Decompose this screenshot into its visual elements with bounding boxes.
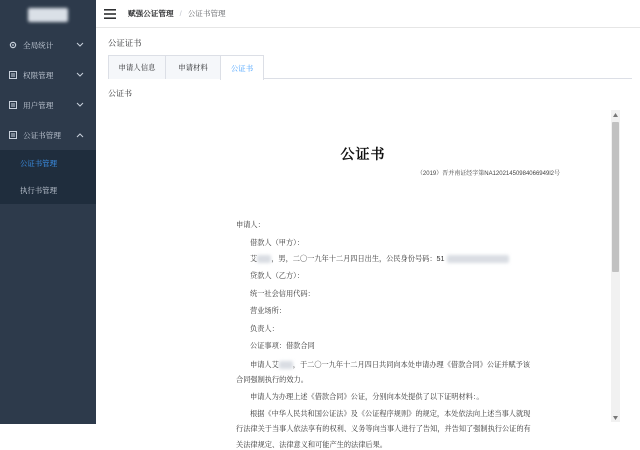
redacted-id-number: [447, 255, 509, 263]
document-title: 公证书: [340, 147, 386, 163]
breadcrumb-separator: /: [179, 9, 182, 18]
sidebar-item-notary-certificates[interactable]: [0, 120, 96, 150]
chevron-down-icon: [76, 42, 84, 48]
doc-text: 申请人艾: [250, 360, 279, 369]
breadcrumb-item-current: 公证书管理: [187, 9, 226, 18]
doc-line-borrower: [250, 254, 509, 264]
doc-line: 行法律关于当事人依法享有的权利、义务等向当事人进行了告知，并告知了强制执行公证的有: [236, 424, 531, 433]
sidebar-item-users[interactable]: [0, 90, 96, 120]
doc-text: ，男，二〇一九年十二月四日出生，公民身份号码：51: [271, 254, 445, 263]
tab-certificate[interactable]: 公证书: [220, 55, 264, 80]
redacted-name: [257, 255, 271, 263]
sidebar-item-label: 权限管理: [23, 70, 54, 80]
submenu: [0, 150, 96, 204]
document-page: [108, 104, 618, 449]
sidebar-item-label: 全局统计: [23, 40, 54, 50]
breadcrumb: [128, 8, 226, 19]
doc-line: 根据《中华人民共和国公证法》及《公证程序规则》的规定，本处依法向上述当事人就现: [250, 409, 531, 418]
scroll-up-arrow-icon[interactable]: [611, 110, 620, 119]
tab-application-materials[interactable]: 申请材料: [165, 55, 221, 79]
list-icon: [8, 131, 17, 140]
document-number: （2019）晋并南证经字第NA12021450984066949l2号: [416, 171, 560, 177]
chevron-down-icon: [76, 72, 84, 78]
logo-image: [28, 8, 68, 22]
top-header: [96, 0, 640, 28]
page-title: 公证证书: [108, 38, 142, 48]
doc-line: 关法律规定、法律意义和可能产生的法律后果。: [236, 440, 387, 449]
scrollbar[interactable]: [611, 110, 620, 422]
submenu-item-enforcement-certificates[interactable]: 执行书管理: [20, 186, 57, 195]
doc-line: 营业场所：: [250, 306, 286, 315]
doc-line: 合同强制执行的效力。: [236, 375, 308, 384]
hamburger-menu-icon[interactable]: [104, 9, 116, 19]
doc-line: 申请人：: [236, 220, 265, 229]
chevron-up-icon: [76, 132, 84, 138]
main-content: [96, 28, 640, 449]
chevron-down-icon: [76, 102, 84, 108]
sidebar: [0, 0, 96, 424]
document-viewer[interactable]: [108, 104, 632, 449]
logo: [0, 0, 96, 30]
doc-line-applicant: [250, 360, 530, 370]
submenu-item-notary-certificates[interactable]: 公证书管理: [20, 159, 57, 168]
sidebar-item-label: 用户管理: [23, 100, 54, 110]
doc-line: 申请人为办理上述《借款合同》公证，分别向本处提供了以下证明材料：。: [250, 392, 484, 401]
scroll-down-arrow-icon[interactable]: [611, 413, 620, 422]
doc-line: 统一社会信用代码：: [250, 289, 315, 298]
doc-line: 公证事项：借款合同: [250, 341, 315, 350]
sidebar-item-global-stats[interactable]: [0, 30, 96, 60]
doc-line: 贷款人（乙方）：: [250, 271, 304, 280]
sidebar-item-permissions[interactable]: [0, 60, 96, 90]
list-icon: [8, 101, 17, 110]
doc-text: ，于二〇一九年十二月四日共同向本处申请办理《借款合同》公证并赋予该: [292, 360, 530, 369]
sidebar-item-label: 公证书管理: [23, 130, 61, 140]
doc-text: 艾: [250, 254, 258, 263]
tab-bar: [108, 55, 632, 79]
doc-line: 负责人：: [250, 324, 279, 333]
redacted-name: [279, 361, 293, 369]
tab-applicant-info[interactable]: 申请人信息: [108, 55, 166, 79]
list-icon: [8, 71, 17, 80]
section-subtitle: 公证书: [108, 89, 132, 98]
doc-line: 借款人（甲方）：: [250, 238, 304, 247]
breadcrumb-item[interactable]: 赋强公证管理: [128, 9, 174, 18]
scrollbar-thumb[interactable]: [612, 122, 619, 272]
gear-icon: [8, 41, 17, 50]
